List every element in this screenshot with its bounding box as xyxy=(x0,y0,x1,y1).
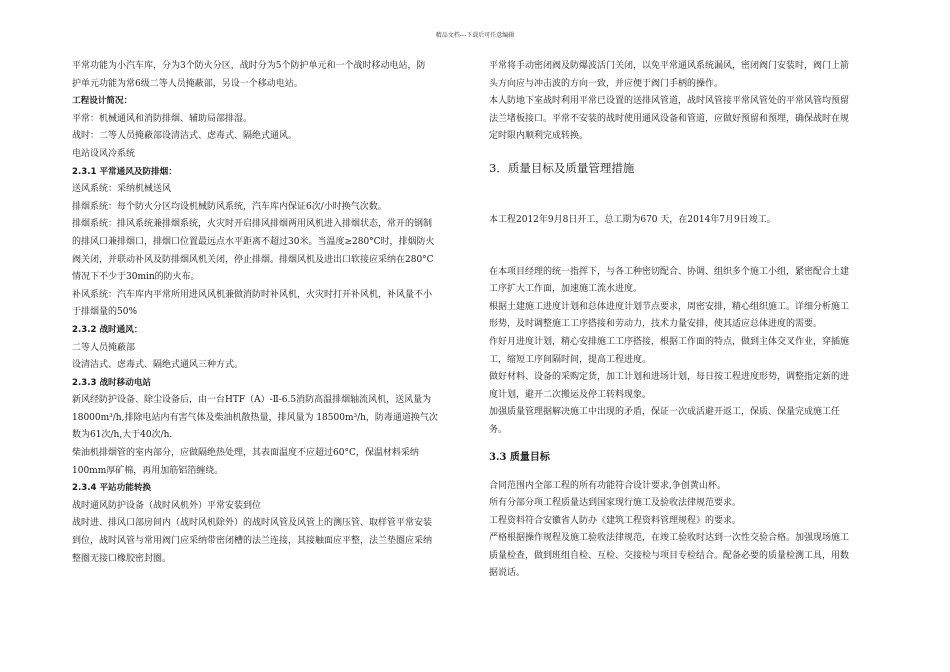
section-heading: 2.3.3 战时移动电站 xyxy=(72,377,152,388)
left-column xyxy=(72,58,464,568)
text-line: 电站设风冷系统 xyxy=(72,148,136,159)
text-line: 法兰堵板接口。平常不安装的战时使用通风设备和管道，应做好预留和预埋，确保战时在规 xyxy=(489,113,850,124)
text-line: 情况下不少于30min的防火布。 xyxy=(72,272,200,283)
text-line: 的排风口兼排烟口，排烟口位置最远点水平距离不超过30米。当温度≥280°C时，排烟防火 xyxy=(72,236,435,247)
text-line: 根据土建施工进度计划和总体进度计划节点要求，周密安排，精心组织施工。详细分析施工 xyxy=(489,301,850,312)
spacer xyxy=(489,468,881,478)
text-line: 设清洁式、虑毒式、隔绝式通风三种方式。 xyxy=(72,360,244,371)
text-line: 阀关闭，并联动补风及防排烟风机关闭，停止排烟。排烟风机及进出口软接应采纳在280°C xyxy=(72,254,434,265)
text-line: 柴油机排烟管的室内部分，应做隔绝热处理，其表面温度不应超过60°C，保温材料采纳 xyxy=(72,448,419,459)
text-line: 工程资料符合安徽省人防办《建筑工程资料管理规程》的要求。 xyxy=(489,515,742,526)
text-line: 护单元功能为常6级二等人员掩蔽部，另设一个移动电站。 xyxy=(72,78,303,89)
text-line: 做好材料、设备的采购定货，加工计划和进场计划，每日按工程进度形势，调整指定新的进 xyxy=(489,372,850,383)
text-line: 质量检查，做到班组自检、互检、交接检与项目专检结合。配备必要的质量检测工具，用数 xyxy=(489,550,850,561)
text-line: 送风系统：采纳机械送风 xyxy=(72,184,172,195)
text-line: 平常功能为小汽车库，分为3个防火分区，战时分为5个防护单元和一个战时移动电站，防 xyxy=(72,61,426,71)
text-line: 100mm厚矿棉，再用加筋铝箔缠绕。 xyxy=(72,465,224,476)
text-line: 度计划，避开二次搬运及停工转料现象。 xyxy=(489,389,652,400)
text-line: 在本项目经理的统一指挥下，与各工种密切配合、协调、组织多个施工小组，紧密配合土建 xyxy=(489,266,850,277)
text-line: 补风系统：汽车库内平常所用进风风机兼做消防时补风机，火灾时打开补风机，补风量不小 xyxy=(72,289,433,300)
text-line: 加强质量管理据解决施工中出现的矛盾，保证一次成活避开返工，保质、保量完成施工任 xyxy=(489,407,841,418)
text-line: 战时：二等人员掩蔽部设清洁式、虑毒式、隔绝式通风。 xyxy=(72,131,298,142)
text-line: 数为61次/h,大于40次/h. xyxy=(72,430,173,441)
text-line: 定时限内顺利完成转换。 xyxy=(489,131,589,142)
text-line: 工序扩大工作面，加速施工流水进度。 xyxy=(489,284,643,295)
right-column xyxy=(489,58,881,583)
section-heading: 工程设计简况： xyxy=(72,96,133,107)
text-line: 头方向应与冲击波的方向一致，并应便于阀门手柄的操作。 xyxy=(489,78,724,89)
text-line: 本工程2012年9月8日开工，总工期为670 天，在2014年7月9日竣工。 xyxy=(489,214,776,225)
text-line: 18000m³/h,排除电站内有害气体及柴油机散热量，排风量为 18500m³/h，防毒通道换气次 xyxy=(72,412,438,423)
section-heading: 3．质量目标及质量管理措施 xyxy=(489,160,635,175)
section-heading: 3.3 质量目标 xyxy=(489,451,550,463)
text-line: 于排烟量的50% xyxy=(72,307,138,318)
text-line: 整圈无接口橡胶密封圈。 xyxy=(72,553,172,564)
section-heading: 2.3.2 战时通风： xyxy=(72,324,143,335)
text-line: 严格根据操作规程及施工验收法律规范，在竣工验收时达到一次性交验合格。加强现场施工 xyxy=(489,533,850,544)
text-line: 本人防地下室战时利用平常已设置的送排风管道，战时风管接平常风管处的平常风管均预留 xyxy=(489,96,850,107)
spacer xyxy=(489,178,881,212)
text-line: 到位，战时风管与常用阀门应采纳带密闭槽的法兰连接，其接触面应平整，法兰垫圈应采纳 xyxy=(72,536,433,547)
text-line: 战时通风防护设备（战时风机外）平常安装到位 xyxy=(72,500,262,511)
text-line: 新风经防护设备、除尘设备后，由一台HTF（A）-Ⅱ-6.5消防高温排烟轴流风机，送风量为 xyxy=(72,395,432,406)
text-line: 据说话。 xyxy=(489,568,526,579)
page-header: 精品文档---下载后可任意编辑 xyxy=(435,32,515,39)
text-line: 平常将手动密闭阀及防爆波活门关闭，以免平常通风系统漏风，密闭阀门安装时，阀门上箭 xyxy=(489,61,850,71)
text-line: 所有分部分项工程质量达到国家现行施工及验收法律规范要求。 xyxy=(489,498,742,509)
text-line: 排烟系统：每个防火分区均设机械防风系统，汽车库内保证6次/小时换气次数。 xyxy=(72,201,387,212)
text-line: 作好月进度计划，精心安排施工工序搭接，根据工作面的特点，做到主体交叉作业，穿插施 xyxy=(489,336,850,347)
spacer xyxy=(489,230,881,264)
text-line: 务。 xyxy=(489,424,508,435)
text-line: 工，缩短工序间隔时间，提高工程进度。 xyxy=(489,354,652,365)
text-line: 形势，及时调整施工工序搭接和劳动力，技术力量安排，使其适应总体进度的需要。 xyxy=(489,319,823,330)
text-line: 平常：机械通风和消防排烟、辅助局部排湿。 xyxy=(72,113,253,124)
text-line: 合同范围内全部工程的所有功能符合设计要求,争创黄山杯。 xyxy=(489,480,726,491)
text-line: 二等人员掩蔽部 xyxy=(72,342,136,353)
text-line: 排烟系统：排风系统兼排烟系统，火灾时开启排风排烟两用风机进入排烟状态，常开的钢制 xyxy=(72,219,433,230)
section-heading: 2.3.1 平常通风及防排烟： xyxy=(72,166,177,177)
section-heading: 2.3.4 平站功能转换 xyxy=(72,483,152,494)
text-line: 战时进、排风口部房间内（战时风机除外）的战时风管及风管上的测压管、取样管平常安装 xyxy=(72,518,433,529)
